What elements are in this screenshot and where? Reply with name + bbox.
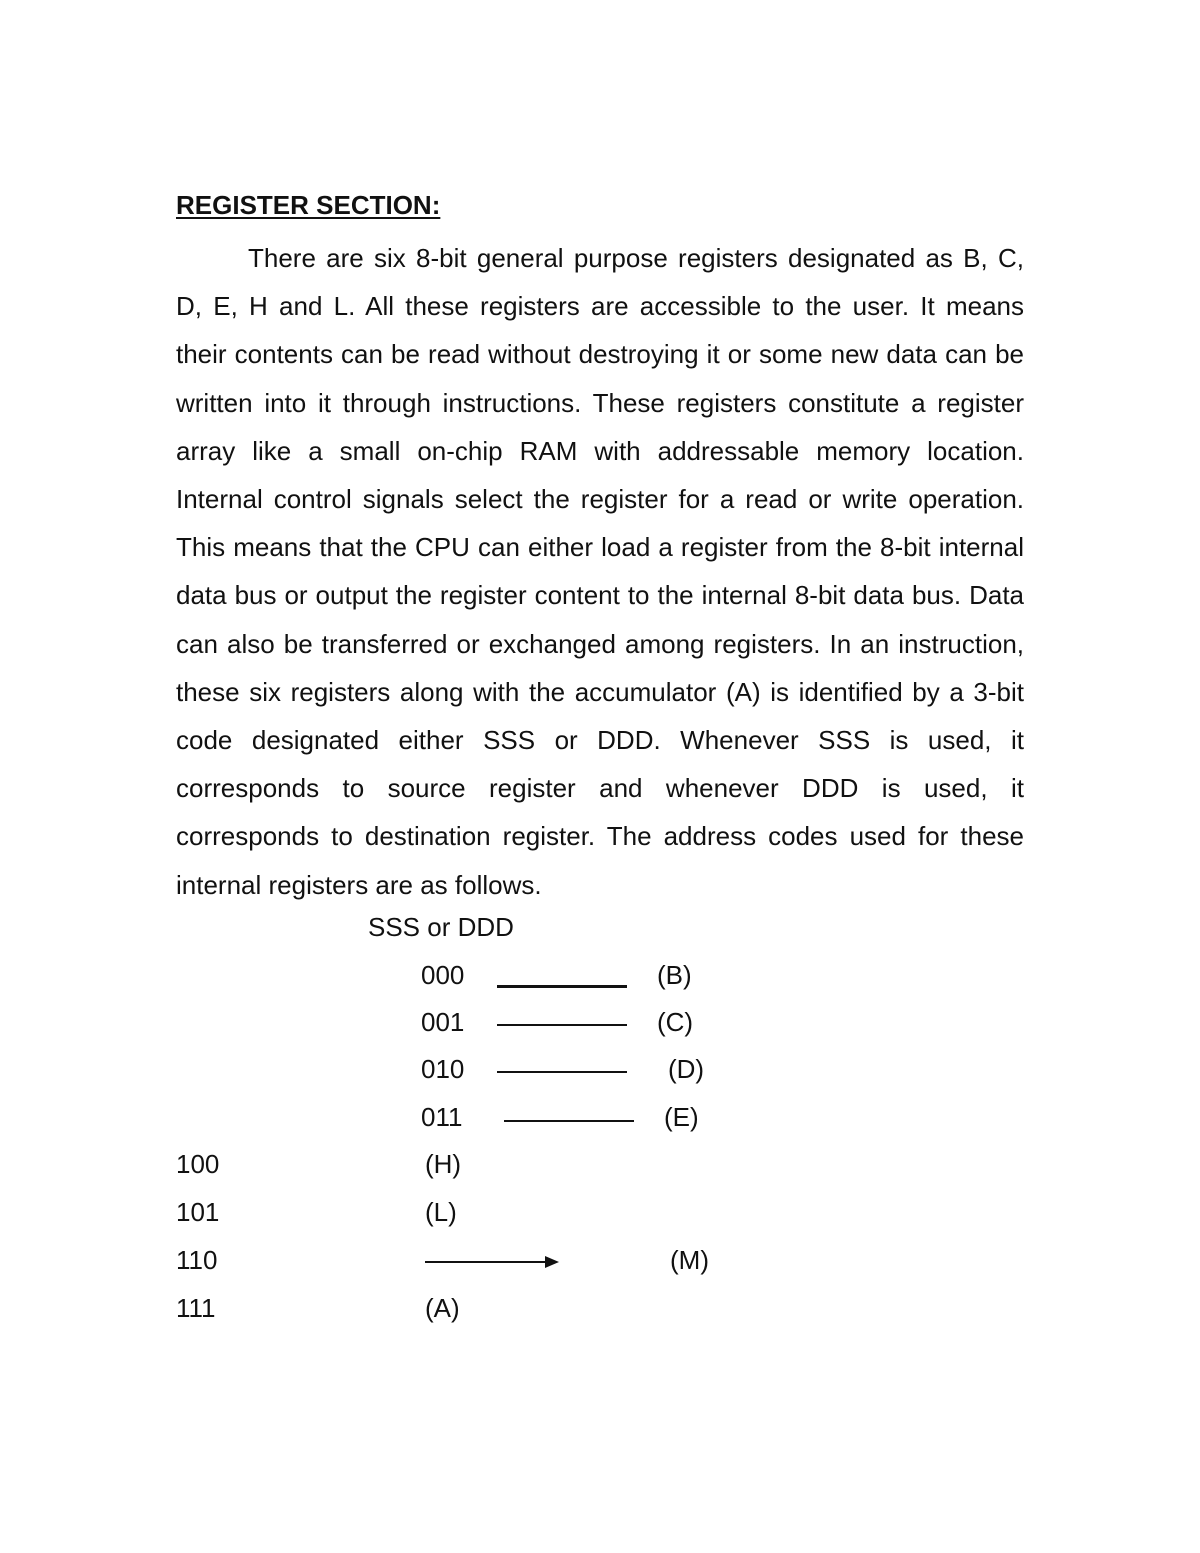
register-e: (E)	[664, 1102, 699, 1132]
body-paragraph: There are six 8-bit general purpose registers designated as B, C, D, E, H and L. All these registers are accessible to the user. It means their contents can be read without destroying it or some new data can be written into it through instructions. These registers constitute a register array like a small on-chip RAM with addressable memory location. Internal control signals select the register for a read or write operation. This means that the CPU can either load a register from the 8-bit internal data bus or output the register content to the internal 8-bit data bus. Data can also be transferred or exchanged among registers. In an instruction, these six registers along with the accumulator (A) is identified by a 3-bit code designated either SSS or DDD. Whenever SSS is used, it corresponds to source register and whenever DDD is used, it corresponds to destination register. The address codes used for these internal registers are as follows.	[176, 243, 1024, 900]
connector-line-010	[497, 1071, 627, 1073]
register-h: (H)	[425, 1149, 462, 1179]
code-100: 100	[176, 1149, 220, 1179]
code-010: 010	[421, 1054, 465, 1084]
section-heading: REGISTER SECTION:	[176, 190, 441, 220]
connector-line-001	[497, 1024, 627, 1026]
code-011: 011	[421, 1102, 463, 1132]
table-header: SSS or DDD	[368, 912, 514, 942]
code-001: 001	[421, 1007, 465, 1037]
register-a: (A)	[425, 1293, 460, 1323]
register-d: (D)	[668, 1054, 705, 1084]
code-101: 101	[176, 1197, 220, 1227]
connector-line-000	[497, 985, 627, 988]
register-l: (L)	[425, 1197, 457, 1227]
register-m: (M)	[670, 1245, 709, 1275]
code-111: 111	[176, 1293, 216, 1323]
code-000: 000	[421, 960, 465, 990]
connector-line-011	[504, 1120, 634, 1122]
code-110: 110	[176, 1245, 218, 1275]
register-b: (B)	[657, 960, 692, 990]
right-arrow-icon	[425, 1254, 561, 1270]
register-c: (C)	[657, 1007, 694, 1037]
